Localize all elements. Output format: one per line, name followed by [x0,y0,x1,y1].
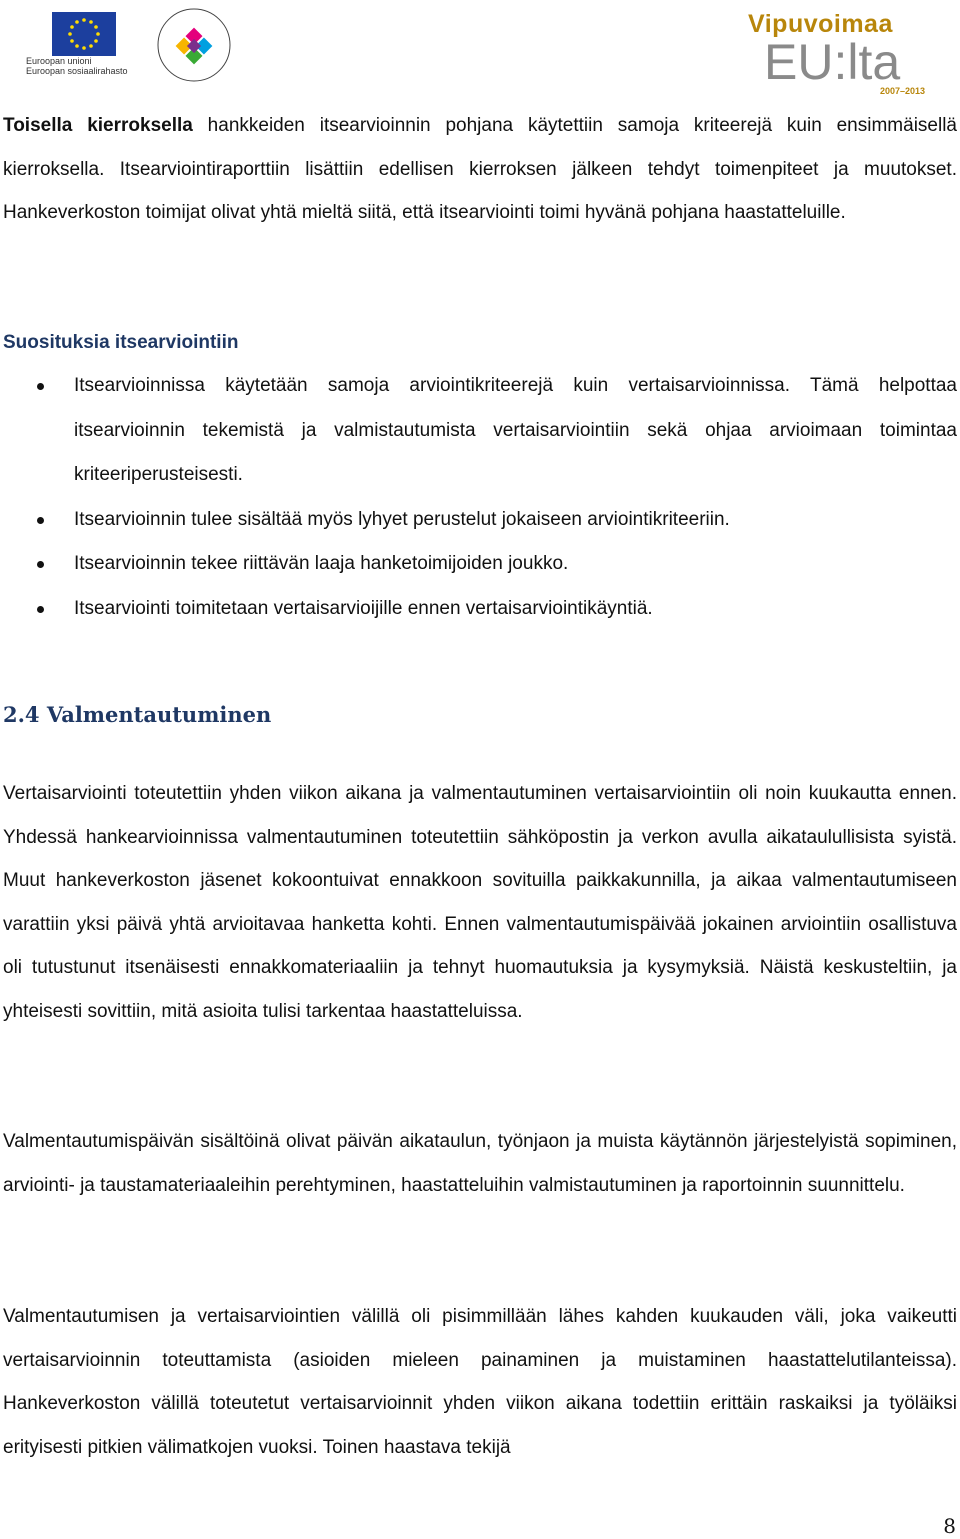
vipuvoimaa-eu-logo [744,10,944,100]
list-item [0,542,957,587]
page-number: 8 [943,1514,956,1538]
eu-logo-line1: Euroopan unioni [26,56,92,66]
paragraph-lead: Toisella kierroksella [3,115,193,136]
eu-logo-line2: Euroopan sosiaalirahasto [26,66,128,76]
paragraph-valmentautumispaivan: Valmentautumispäivän sisältöinä olivat päivän aikataulun, työnjaon ja muista käytännön järjestelyistä sopiminen, arviointi- ja taustamateriaaleihin perehtyminen, haastatteluihin valmistautuminen ja raportoinnin suunnittelu. [3,1131,957,1196]
list-item-text: Itsearvioinnissa käytetään samoja arviointikriteerejä kuin vertaisarvioinnissa. Tämä helpottaa itsearvioinnin tekemistä ja valmistautumista vertaisarviointiin sekä ohjaa arvioimaan toimintaa kriteeriperusteisesti. [74,375,957,485]
list-item [0,364,957,498]
recommendations-list [0,364,957,631]
list-item-text: Itsearvioinnin tulee sisältää myös lyhyet perustelut jokaiseen arviointikriteeriin. [74,508,730,530]
vipuvoimaa-title: Vipuvoimaa [748,10,893,38]
opetushallitus-seal-icon [155,6,233,84]
vipuvoimaa-years: 2007–2013 [880,86,926,96]
opetushallitus-logo [155,6,233,84]
list-item [0,498,957,543]
eu-logo-text [26,56,146,76]
list-item [0,587,957,632]
vipuvoimaa-eu-text: EU:lta [764,34,901,90]
section-heading-valmentautuminen: 2.4 Valmentautuminen [3,702,272,727]
bullet-icon [37,606,44,613]
eu-logo [26,12,128,76]
bullet-icon [37,517,44,524]
list-item-text: Itsearvioinnin tekee riittävän laaja hanketoimijoiden joukko. [74,553,569,574]
bullet-icon [37,383,44,390]
subheading-suosituksia: Suosituksia itsearviointiin [3,332,239,353]
paragraph-toisella-kierroksella [3,104,957,235]
paragraph-vertaisarviointi: Vertaisarviointi toteutettiin yhden viikon aikana ja valmentautuminen vertaisarviointiin oli noin kuukautta ennen. Yhdessä hankearvioinnissa valmentautuminen toteutettiin sähköpostin ja verkon avulla aikataulullisista syistä. Muut hankeverkoston jäsenet kokoontuivat ennakkoon sovituilla paikkakunnilla, ja aikaa valmentautumiseen varattiin yksi päivä yhtä arvioitavaa hanketta kohti. Ennen valmentautumispäivää jokainen arviointiin osallistuva oli tutustunut itsenäisesti ennakkomateriaaliin ja tehnyt huomautuksia ja kysymyksiä. Näistä keskusteltiin, ja yhteisesti sovittiin, mitä asioita tulisi tarkentaa haastatteluissa. [3,783,957,1022]
paragraph-body: hankkeiden itsearvioinnin pohjana käytettiin samoja kriteerejä kuin ensimmäisellä kierroksella. Itsearviointiraporttiin lisättiin edellisen kierroksen jälkeen tehdyt toimenpiteet ja muutokset. Hankeverkoston toimijat olivat yhtä mieltä siitä, että itsearviointi toimi hyvänä pohjana haastatteluille. [3,115,957,224]
paragraph-valmentautumisen: Valmentautumisen ja vertaisarviointien välillä oli pisimmillään lähes kahden kuukauden väli, joka vaikeutti vertaisarvioinnin toteuttamista (asioiden mieleen painaminen ja muistaminen haastattelutilanteissa). Hankeverkoston välillä toteutetut vertaisarvioinnit yhden viikon aikana todettiin erittäin raskaiksi ja työläiksi erityisesti pitkien välimatkojen vuoksi. Toinen haastava tekijä [3,1306,957,1458]
bullet-icon [37,561,44,568]
list-item-text: Itsearviointi toimitetaan vertaisarvioijille ennen vertaisarviointikäyntiä. [74,597,653,619]
eu-flag-icon [52,12,116,56]
